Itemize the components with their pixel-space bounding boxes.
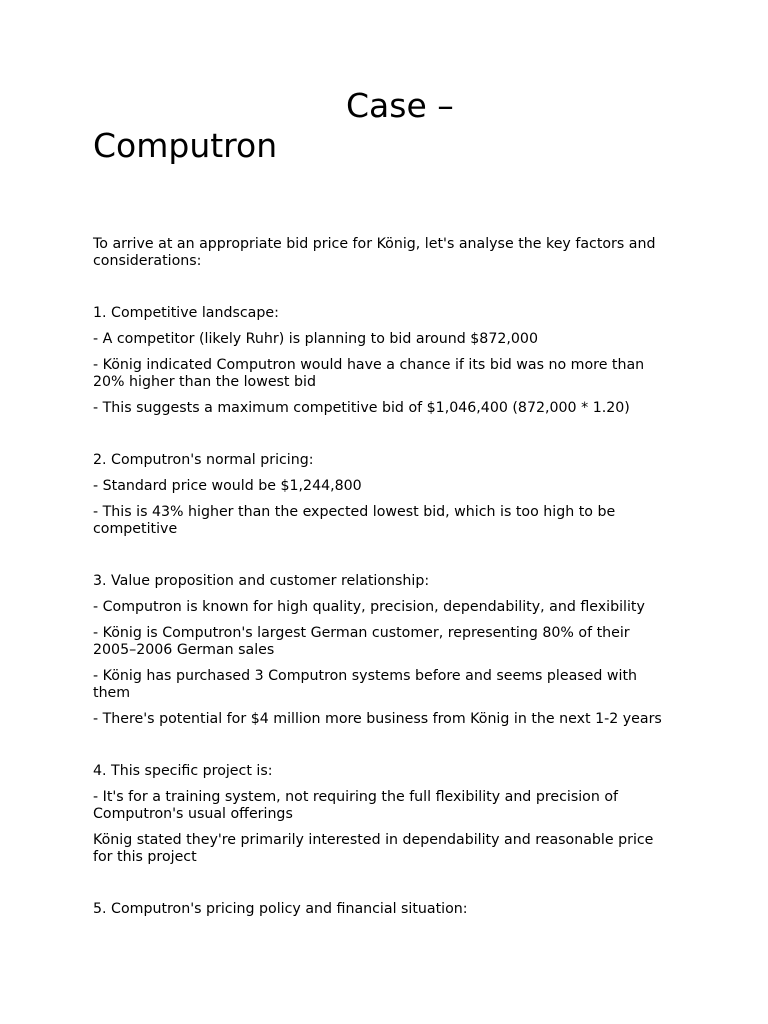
- bullet-item: - This is 43% higher than the expected lowest bid, which is too high to be competitive: [93, 504, 616, 537]
- bullet-item: - König indicated Computron would have a chance if its bid was no more than 20% higher than the lowest bid: [93, 357, 645, 390]
- intro-paragraph: To arrive at an appropriate bid price for König, let's analyse the key factors and considerations:: [93, 236, 656, 269]
- bullet-item: König stated they're primarily interested in dependability and reasonable price for this project: [93, 832, 654, 865]
- section-competitive-landscape: [93, 305, 673, 417]
- bullet-item: - Computron is known for high quality, precision, dependability, and flexibility: [93, 599, 645, 615]
- bullet-item: - König is Computron's largest German customer, representing 80% of their 2005–2006 German sales: [93, 625, 630, 658]
- document-page: [93, 86, 673, 927]
- section-heading: 1. Competitive landscape:: [93, 305, 279, 321]
- bullet-item: - Standard price would be $1,244,800: [93, 478, 362, 494]
- bullet-item: - A competitor (likely Ruhr) is planning to bid around $872,000: [93, 331, 538, 347]
- section-pricing-policy: [93, 901, 673, 918]
- title-line-1: Case –: [346, 86, 454, 125]
- bullet-item: - It's for a training system, not requiring the full flexibility and precision of Computron's usual offerings: [93, 789, 619, 822]
- section-heading: 5. Computron's pricing policy and financial situation:: [93, 901, 468, 917]
- title-line-2: Computron: [93, 126, 278, 165]
- bullet-item: - König has purchased 3 Computron systems before and seems pleased with them: [93, 668, 638, 701]
- bullet-item: - There's potential for $4 million more business from König in the next 1-2 years: [93, 711, 662, 727]
- section-normal-pricing: [93, 452, 673, 538]
- bullet-item: - This suggests a maximum competitive bid of $1,046,400 (872,000 * 1.20): [93, 400, 630, 416]
- document-title: [93, 86, 673, 166]
- section-heading: 2. Computron's normal pricing:: [93, 452, 314, 468]
- section-heading: 3. Value proposition and customer relationship:: [93, 573, 430, 589]
- section-specific-project: [93, 763, 673, 866]
- section-value-proposition: [93, 573, 673, 728]
- section-heading: 4. This specific project is:: [93, 763, 273, 779]
